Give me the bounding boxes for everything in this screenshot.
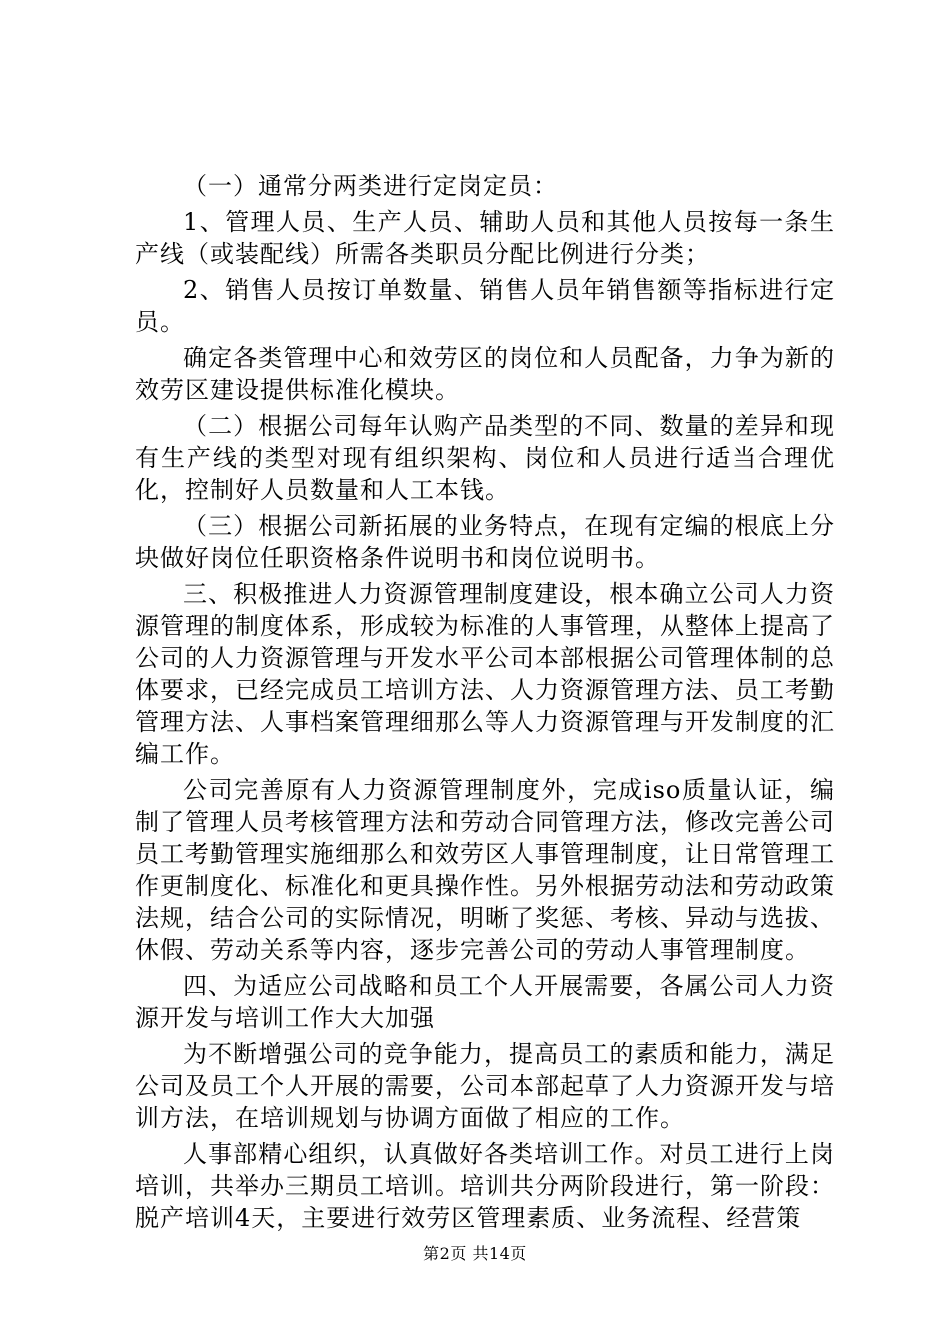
paragraph-hr-system: 三、积极推进人力资源管理制度建设，根本确立公司人力资源管理的制度体系，形成较为标准的人事管理，从整体上提高了公司的人力资源管理与开发水平公司本部根据公司管理体制的总体要求，已经完成员工培训方法、人力资源管理方法、员工考勤管理方法、人事档案管理细那么等人力资源管理与开发制度的汇编工作。 bbox=[135, 580, 835, 768]
paragraph-section-two: （二）根据公司每年认购产品类型的不同、数量的差异和现有生产线的类型对现有组织架构、岗位和人员进行适当合理优化，控制好人员数量和人工本钱。 bbox=[135, 412, 835, 504]
page-number-footer: 第2页 共14页 bbox=[423, 1244, 527, 1263]
paragraph-iso-certification: 公司完善原有人力资源管理制度外，完成iso质量认证，编制了管理人员考核管理方法和劳动合同管理方法，修改完善公司员工考勤管理实施细那么和效劳区人事管理制度，让日常管理工作更制度化、标准化和更具操作性。另外根据劳动法和劳动政策法规，结合公司的实际情况，明晰了奖惩、考核、异动与选拔、休假、劳动关系等内容，逐步完善公司的劳动人事管理制度。 bbox=[135, 776, 835, 964]
paragraph-staffing-item-2: 2、销售人员按订单数量、销售人员年销售额等指标进行定员。 bbox=[135, 276, 835, 336]
paragraph-management-centers: 确定各类管理中心和效劳区的岗位和人员配备，力争为新的效劳区建设提供标准化模块。 bbox=[135, 344, 835, 404]
paragraph-staffing-item-1: 1、管理人员、生产人员、辅助人员和其他人员按每一条生产线（或装配线）所需各类职员分配比例进行分类； bbox=[135, 208, 835, 268]
document-body bbox=[135, 170, 835, 1234]
paragraph-competitiveness: 为不断增强公司的竞争能力，提高员工的素质和能力，满足公司及员工个人开展的需要，公司本部起草了人力资源开发与培训方法，在培训规划与协调方面做了相应的工作。 bbox=[135, 1040, 835, 1132]
paragraph-staffing-intro: （一）通常分两类进行定岗定员： bbox=[183, 172, 558, 200]
paragraph-training-heading: 四、为适应公司战略和员工个人开展需要，各属公司人力资源开发与培训工作大大加强 bbox=[135, 972, 835, 1032]
paragraph-training-details: 人事部精心组织，认真做好各类培训工作。对员工进行上岗培训，共举办三期员工培训。培训共分两阶段进行，第一阶段：脱产培训4天，主要进行效劳区管理素质、业务流程、经营策 bbox=[135, 1140, 835, 1232]
paragraph-section-three: （三）根据公司新拓展的业务特点，在现有定编的根底上分块做好岗位任职资格条件说明书和岗位说明书。 bbox=[135, 512, 835, 572]
